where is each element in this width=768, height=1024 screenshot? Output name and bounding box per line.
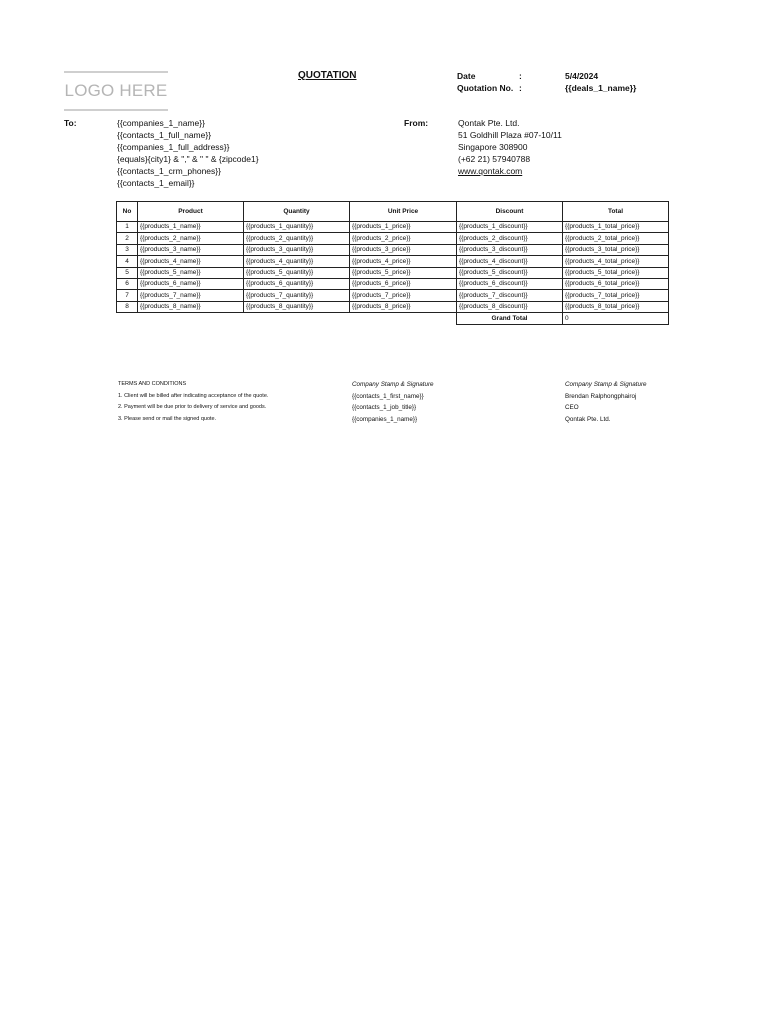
cell-quantity: {{products_7_quantity}} [244, 290, 350, 301]
cell-total: {{products_2_total_price}} [563, 233, 669, 244]
cell-product: {{products_5_name}} [138, 267, 244, 278]
company-signature-line: Qontak Pte. Ltd. [565, 415, 611, 423]
cell-product: {{products_6_name}} [138, 278, 244, 289]
client-signature-line: {{companies_1_name}} [352, 415, 418, 423]
cell-discount: {{products_7_discount}} [457, 290, 563, 301]
cell-product: {{products_2_name}} [138, 233, 244, 244]
cell-unit-price: {{products_7_price}} [350, 290, 457, 301]
website-link[interactable]: www.qontak.com [458, 166, 523, 176]
company-signature-heading: Company Stamp & Signature [565, 381, 647, 388]
table-row [117, 301, 669, 312]
from-line: (+62 21) 57940788 [458, 154, 531, 164]
header-quantity: Quantity [244, 202, 350, 222]
to-line: {{companies_1_name}} [117, 118, 205, 128]
cell-no: 8 [117, 301, 138, 312]
cell-no: 6 [117, 278, 138, 289]
terms-item: 3. Please send or mail the signed quote. [118, 415, 217, 422]
client-signature-heading: Company Stamp & Signature [352, 381, 434, 388]
cell-unit-price: {{products_6_price}} [350, 278, 457, 289]
terms-item: 1. Client will be billed after indicating acceptance of the quote. [118, 392, 269, 399]
cell-discount: {{products_8_discount}} [457, 301, 563, 312]
from-line: Singapore 308900 [458, 142, 528, 152]
cell-product: {{products_7_name}} [138, 290, 244, 301]
cell-quantity: {{products_6_quantity}} [244, 278, 350, 289]
document-title: QUOTATION [298, 70, 357, 81]
cell-unit-price: {{products_2_price}} [350, 233, 457, 244]
header-discount: Discount [457, 202, 563, 222]
logo-placeholder: LOGO HERE [64, 71, 168, 111]
date-colon: : [519, 71, 522, 81]
cell-total: {{products_4_total_price}} [563, 256, 669, 267]
cell-unit-price: {{products_5_price}} [350, 267, 457, 278]
to-label: To: [64, 118, 77, 128]
cell-quantity: {{products_1_quantity}} [244, 222, 350, 233]
to-line: {{contacts_1_full_name}} [117, 130, 212, 140]
table-row [117, 290, 669, 301]
table-row [117, 267, 669, 278]
header-product: Product [138, 202, 244, 222]
terms-heading: TERMS AND CONDITIONS [118, 381, 187, 387]
cell-product: {{products_8_name}} [138, 301, 244, 312]
cell-product: {{products_1_name}} [138, 222, 244, 233]
cell-total: {{products_8_total_price}} [563, 301, 669, 312]
cell-total: {{products_5_total_price}} [563, 267, 669, 278]
cell-unit-price: {{products_1_price}} [350, 222, 457, 233]
cell-quantity: {{products_5_quantity}} [244, 267, 350, 278]
cell-total: {{products_7_total_price}} [563, 290, 669, 301]
to-line: {{contacts_1_email}} [117, 178, 195, 188]
cell-total: {{products_3_total_price}} [563, 244, 669, 255]
table-row [117, 256, 669, 267]
to-address [117, 117, 259, 189]
grand-total-label: Grand Total [457, 313, 563, 324]
from-label: From: [404, 118, 429, 128]
cell-discount: {{products_3_discount}} [457, 244, 563, 255]
header-total: Total [563, 202, 669, 222]
cell-discount: {{products_1_discount}} [457, 222, 563, 233]
company-signature-line: Brendan Ralphongphairoj [565, 392, 637, 400]
client-signature-block [352, 379, 434, 425]
from-line: Qontak Pte. Ltd. [458, 118, 520, 128]
quotation-no-colon: : [519, 83, 522, 93]
cell-product: {{products_4_name}} [138, 256, 244, 267]
terms-item: 2. Payment will be due prior to delivery of service and goods. [118, 404, 267, 410]
client-signature-line: {{contacts_1_first_name}} [352, 392, 424, 400]
cell-unit-price: {{products_3_price}} [350, 244, 457, 255]
date-value: 5/4/2024 [565, 71, 599, 81]
cell-discount: {{products_5_discount}} [457, 267, 563, 278]
cell-no: 4 [117, 256, 138, 267]
cell-discount: {{products_6_discount}} [457, 278, 563, 289]
terms-section [118, 379, 268, 425]
company-signature-block [565, 379, 647, 425]
cell-quantity: {{products_8_quantity}} [244, 301, 350, 312]
cell-no: 3 [117, 244, 138, 255]
company-signature-line: CEO [565, 404, 579, 411]
cell-unit-price: {{products_8_price}} [350, 301, 457, 312]
client-signature-line: {{contacts_1_job_title}} [352, 404, 417, 411]
table-row [117, 244, 669, 255]
cell-unit-price: {{products_4_price}} [350, 256, 457, 267]
header-no: No [117, 202, 138, 222]
cell-discount: {{products_2_discount}} [457, 233, 563, 244]
table-header-row [117, 202, 669, 222]
grand-total-row [117, 313, 669, 324]
from-line: 51 Goldhill Plaza #07-10/11 [458, 130, 562, 140]
cell-no: 7 [117, 290, 138, 301]
cell-quantity: {{products_4_quantity}} [244, 256, 350, 267]
to-line: {{contacts_1_crm_phones}} [117, 166, 221, 176]
header-unit-price: Unit Price [350, 202, 457, 222]
grand-total-value: 0 [563, 313, 669, 324]
cell-quantity: {{products_2_quantity}} [244, 233, 350, 244]
table-row [117, 233, 669, 244]
table-row [117, 222, 669, 233]
cell-total: {{products_1_total_price}} [563, 222, 669, 233]
cell-no: 5 [117, 267, 138, 278]
cell-no: 1 [117, 222, 138, 233]
date-label: Date [457, 71, 476, 81]
to-line: {equals}{city1} & "," & " " & {zipcode1} [117, 154, 259, 164]
from-address [458, 117, 562, 177]
cell-product: {{products_3_name}} [138, 244, 244, 255]
to-line: {{companies_1_full_address}} [117, 142, 230, 152]
cell-discount: {{products_4_discount}} [457, 256, 563, 267]
quotation-no-label: Quotation No. [457, 83, 514, 93]
cell-quantity: {{products_3_quantity}} [244, 244, 350, 255]
cell-no: 2 [117, 233, 138, 244]
quotation-no-value: {{deals_1_name}} [565, 83, 637, 93]
table-row [117, 278, 669, 289]
cell-total: {{products_6_total_price}} [563, 278, 669, 289]
items-table [116, 201, 669, 325]
